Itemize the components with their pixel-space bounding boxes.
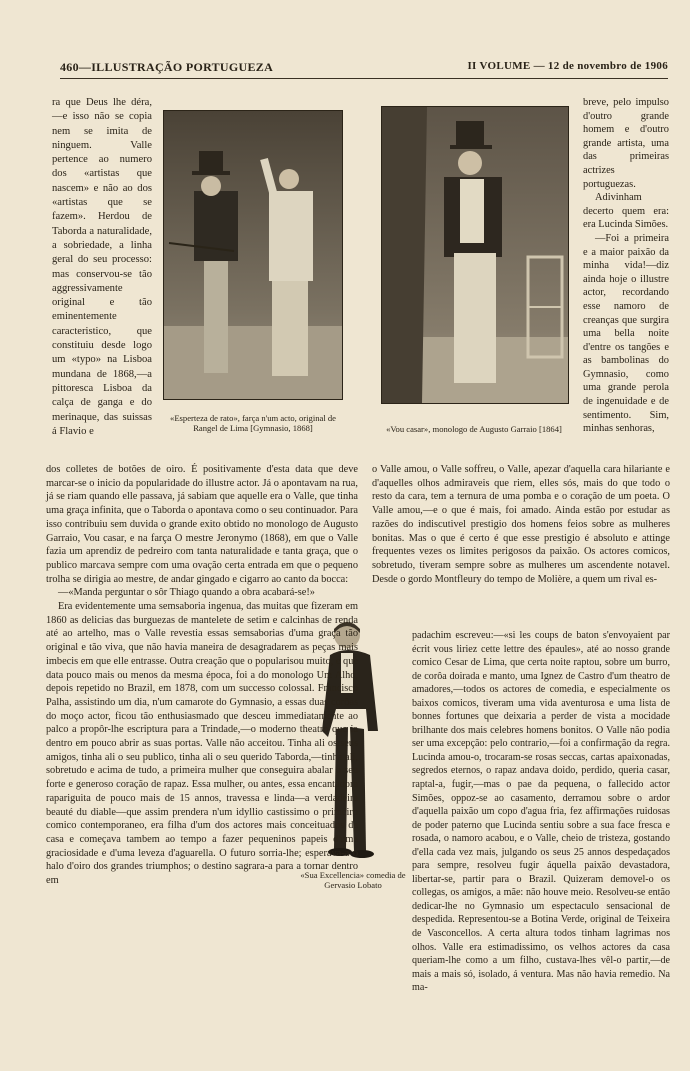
paragraph: dos colletes de botões de oiro. É positivamente d'esta data que deve marcar-se o inicio da popularidade do illustre actor. Já o apontavam na rua, já se riam quando elle passava, já sabiam que aquelle era o Valle, que tinha uma graça infinita, que o Taborda o apontava como o seu continuador. Para isso contribuiu sem duvida o grande exito obtido no monologo de Augusto Garraio, Vou casar, e na farça O mestre Jeronymo (1868), em que o Valle fazia um aprendiz de pedreiro com tanta naturalidade e tanta graça, que o publico marcava sempre com uma ovação certa entrada em que o pequeno trolha se dirigia ao mestre, de andar gingado e cigarro ao canto da bocca: [46, 464, 358, 585]
paragraph: ra que Deus lhe déra,—e isso não se copia nem se imita de ninguem. Valle pertence ao numero dos «artistas que nascem» e não ao dos «artistas que se fazem». Herdou de Taborda a naturalidade, a sobriedade, a linha geral do seu processo: mas conservou-se tão aggressivamente original e tão eminentemente caracteristico, que constituiu desde logo um «typo» na Lisboa mundana de 1868,—a pittoresca Lisboa da calça de ganga e do merinaque, das suissas á Flavio e [52, 97, 152, 437]
paragraph: —Foi a primeira e a maior paixão da minha vida!—diz ainda hoje o illustre actor, recordando esse namoro de creanças que surgira uma bella noite d'entre os tangões e as bambolinas do Gymnasio, como uma grande perola de ingenuidade e de sentimento. Sim, minhas senhoras, [583, 232, 669, 435]
paragraph: —«Manda perguntar o sôr Thiago quando a obra acabará-se!» [58, 587, 315, 599]
paragraph: Adivinham decerto quem era: era Lucinda Simões. [583, 192, 669, 231]
column-left-bottom [46, 463, 358, 888]
page-header [60, 60, 668, 79]
photo-esperteza-de-rato [163, 110, 343, 400]
header-page-title: 460—ILLUSTRAÇÃO PORTUGUEZA [60, 60, 274, 74]
column-right-mid [372, 463, 670, 586]
photo1-caption: «Esperteza de rato», farça n'um acto, original de Rangel de Lima [Gymnasio, 1868] [170, 413, 336, 433]
column-left-top [52, 96, 152, 439]
photo-vou-casar [381, 106, 569, 404]
photo2-caption: «Vou casar», monologo de Augusto Garraio [1864] [386, 424, 562, 434]
photo3-caption: «Sua Excellencia» comedia de Gervasio Lobato [300, 870, 406, 890]
paragraph: padachim escreveu:—«si les coups de baton s'envoyaient par écrit vous liriez cette lettre des épaules», até ao nosso grande comico Cesar de Lima, que certa noite raptou, sobre um burro, de corôa doirada e manto, uma Ignez de Castro d'um theatro de amadores,—todos os actores de comedia, e especialmente os baixos comicos, tiveram uma vida aventurosa e uma lista de bonnes fortunes que deixaria a perder de vista a mocidade brilhante dos mais celebres homens bonitos. O Valle não podia ser uma excepção: pelo contrario,—foi a confirmação da regra. Lucinda amou-o, trocaram-se rosas seccas, cartas apaixonadas, segredos eternos, o rapaz andava doido, perdido, queria casar, raptal-a, fugir,—mas o pae da pequena, o fallecido actor Simões, oppoz-se ao casamento, derramou sobre o ardor d'aquella paixão um copo d'agua fria, fez affirmações ruidosas de poder paterno que Lucinda sentiu sobre a sua face fresca e rosada, o namoro acabou, e o Valle, cheio de tristeza, gostando d'ella cada vez mais, julgando os seus 25 annos despedaçados para sempre, resolveu fugir áquella paixão devastadora, libertar-se, partir para o Brazil. Quizeram demovel-o os collegas, os amigos, a mãe: não houve meio. Resolveu-se então dedicar-lhe no Gymnasio um espectaculo sensacional de despedida. Representou-se a Botina Verde, original de Teixeira de Vasconcellos. A certa altura todos tinham lagrimas nos olhos. Valle era estimadissimo, os velhos actores da casa queriam-lhe como a um filho, custava-lhes vêl-o partir,—de mais a mais só, isolado, á ventura. Mas não havia remedio. Na ma- [412, 630, 670, 994]
column-right-bottom [412, 629, 670, 995]
paragraph: breve, pelo impulso d'outro grande homem e d'outro grande artista, uma das primeiras actrizes portuguezas. [583, 97, 669, 190]
paragraph: o Valle amou, o Valle soffreu, o Valle, apezar d'aquella cara hilariante e d'aquelles olhos admiraveis que riem, elles sós, mais do que todo o resto da cara, tem a ternura de uma pomba e o coração de um poeta. O Valle amou,—e o que é mais, foi amado. Ainda estão por estudar as razões do indiscutivel prestigio dos homens feios sobre as mulheres bonitas. Mas o que é certo é que esse prestigio é absoluto e attinge frequentes vezes os limites perigosos da paixão. Os actores comicos, sobretudo, tiveram sempre sobre as mulheres um ascendente notavel. Desde o gordo Montfleury do tempo de Molière, a quem um rival es- [372, 464, 670, 585]
column-right-top [583, 96, 669, 436]
header-volume-date: II VOLUME — 12 de novembro de 1906 [467, 60, 668, 72]
paragraph: Era evidentemente uma semsaboria ingenua, das muitas que fizeram em 1860 as delicias das burguezas de mantelete de setim e calcinhas de renda até ao artelho, mas o Valle revestia essas semsaborias d'uma graça tão original e tão viva, que não havia maneira de desagradarem as peças mais imbecis em que elle entrasse. Outra creação que o popularisou muito, e que data pouco mais ou menos da mesma época, foi a do monologo Um Alho, depois repetido no Brazil, em 1878, com um successo colossal. Francisco Palha, assistindo um dia, n'um camarote do Gymnasio, a essas duas corôas do moço actor, ficou tão enthusiasmado que desceu immediatamente ao palco a propôr-lhe escriptura para a Trindade,—o moderno theatro que ia dentro em pouco abrir as suas portas. Valle não acceitou. Tinha ali os seus amigos, tinha ali o seu publico, tinha ali o seu querido Taborda,—tinha ali, sobretudo e acima de tudo, a primeira mulher que conseguira abalar o seu forte e generoso coração de rapaz. Essa mulher, ou antes, essa encantadora rapariguita de pouco mais de 15 annos, travessa e linda—a verdadeira beauté du diable—que assim prendera n'um idyllio castissimo o primeiro comico contemporaneo, era filha d'um dos actores mais conceituados da casa e começava tambem ao tempo a fazer pequeninos papeis d'uma graciosidade e d'uma leveza d'aguarella. O futuro sorria-lhe; esperava-a o halo d'oiro dos grandes triumphos; o destino sagrara-a para a tornar dentro em [46, 601, 358, 887]
